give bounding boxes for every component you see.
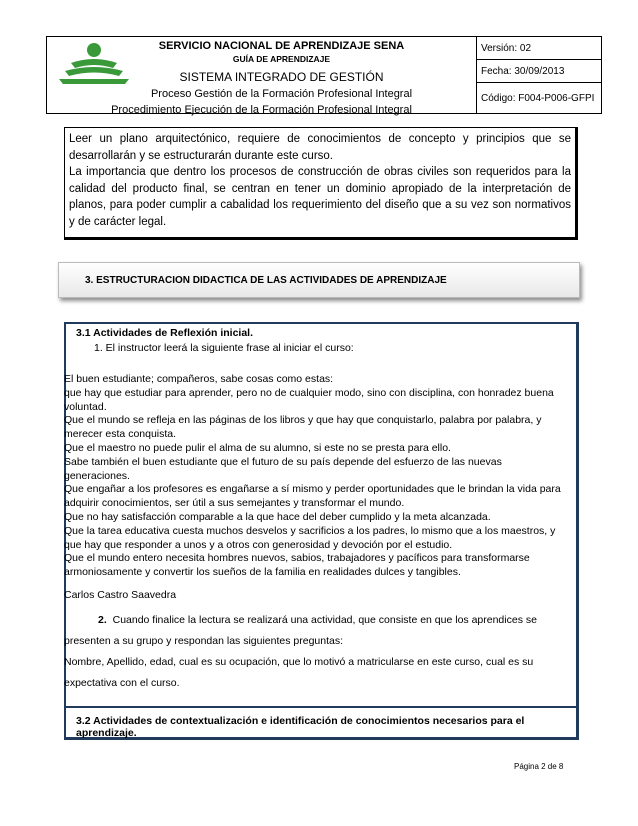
header-process: Proceso Gestión de la Formación Profesional Integral <box>150 88 413 100</box>
item-2-line-2: presenten a su grupo y respondan las siguientes preguntas: <box>64 634 344 647</box>
reflection-line: que hay que responder a unos y a otros con generosidad y devoción por el estudio. <box>64 538 453 551</box>
reflection-line: voluntad. <box>64 400 107 413</box>
page-number: Página 2 de 8 <box>514 762 564 771</box>
header-subtitle: GUÍA DE APRENDIZAJE <box>232 54 331 64</box>
reflection-line: Que el mundo entero necesita hombres nuevos, sabios, trabajadores y pacíficos para transformarse <box>64 552 530 565</box>
document-header <box>46 36 602 114</box>
activity-item-1: 1. El instructor leerá la siguiente frase al iniciar el curso: <box>94 342 354 354</box>
header-text <box>87 39 476 118</box>
reflection-line: armoniosamente y convertir los sueños de la familia en realidades dulces y tangibles. <box>64 566 461 579</box>
author-name: Carlos Castro Saavedra <box>64 588 177 601</box>
reflection-line: generaciones. <box>64 469 130 482</box>
reflection-line: Que la tarea educativa cuesta muchos desvelos y sacrificios a los padres, lo mismo que a los maestros, y <box>64 524 556 537</box>
reflection-line: Que el maestro no puede pulir el alma de su alumno, si este no se presta para ello. <box>64 441 451 454</box>
activity-item-2 <box>64 610 576 694</box>
item-2-line-1: Cuando finalice la lectura se realizará una actividad, que consiste en que los aprendices se <box>112 613 537 626</box>
header-title-block <box>47 37 477 116</box>
reflection-line: Sabe también el buen estudiante que el futuro de su país depende del esfuerzo de las nuevas <box>64 455 502 468</box>
item-2-number: 2. <box>98 613 107 626</box>
header-date: Fecha: 30/09/2013 <box>477 60 601 83</box>
reflection-line: merecer esta conquista. <box>64 428 177 441</box>
activity-3-1-heading: 3.1 Actividades de Reflexión inicial. <box>76 327 254 339</box>
activity-3-2-heading: 3.2 Actividades de contextualización e identificación de conocimientos necesarios para el aprendizaje. <box>66 706 576 737</box>
reflection-text <box>66 373 576 580</box>
header-procedure: Procedimiento Ejecución de la Formación Profesional Integral <box>111 104 412 116</box>
header-system: SISTEMA INTEGRADO DE GESTIÓN <box>179 70 384 84</box>
header-meta <box>477 37 601 113</box>
header-code: Código: F004-P006-GFPI <box>481 92 595 104</box>
intro-box <box>64 127 578 240</box>
reflection-line: Que engañar a los profesores es engañarse a sí mismo y perder oportunidades que le brindan la vida para <box>64 483 561 496</box>
reflection-line: adquirir conocimientos, ser útil a sus semejantes y transformar el mundo. <box>64 497 405 510</box>
section-3-banner <box>58 262 580 298</box>
item-2-line-3: Nombre, Apellido, edad, cual es su ocupación, que lo motivó a matricularse en este curso, cual es su <box>64 655 534 668</box>
item-2-line-4: expectativa con el curso. <box>64 676 180 689</box>
intro-paragraph-1: Leer un plano arquitectónico, requiere de conocimientos de concepto y principios que se desarrollarán y se estructurarán durante este curso. <box>69 133 571 162</box>
section-3-title: 3. ESTRUCTURACION DIDACTICA DE LAS ACTIVIDADES DE APRENDIZAJE <box>85 274 447 286</box>
activities-box <box>64 322 579 740</box>
reflection-line: Que el mundo se refleja en las páginas de los libros y que hay que conquistarlo, palabra por palabra, y <box>64 414 542 427</box>
reflection-line: que hay que estudiar para aprender, pero no de cualquier modo, sino con disciplina, con honradez buena <box>64 386 554 399</box>
header-title: SERVICIO NACIONAL DE APRENDIZAJE SENA <box>158 40 405 52</box>
reflection-line: Que no hay satisfacción comparable a la que hace del deber cumplido y la meta alcanzada. <box>64 510 491 523</box>
header-version: Versión: 02 <box>477 37 601 60</box>
intro-paragraph-2: La importancia que dentro los procesos de construcción de obras civiles son requeridos para la calidad del producto final, se centran en tener un dominio apropiado de la interpretación de planos, para poder cumplir a cabalidad los requerimiento del diseño que a su vez son normativos y de carácter legal. <box>69 166 571 228</box>
reflection-line: El buen estudiante; compañeros, sabe cosas como estas: <box>64 373 334 385</box>
